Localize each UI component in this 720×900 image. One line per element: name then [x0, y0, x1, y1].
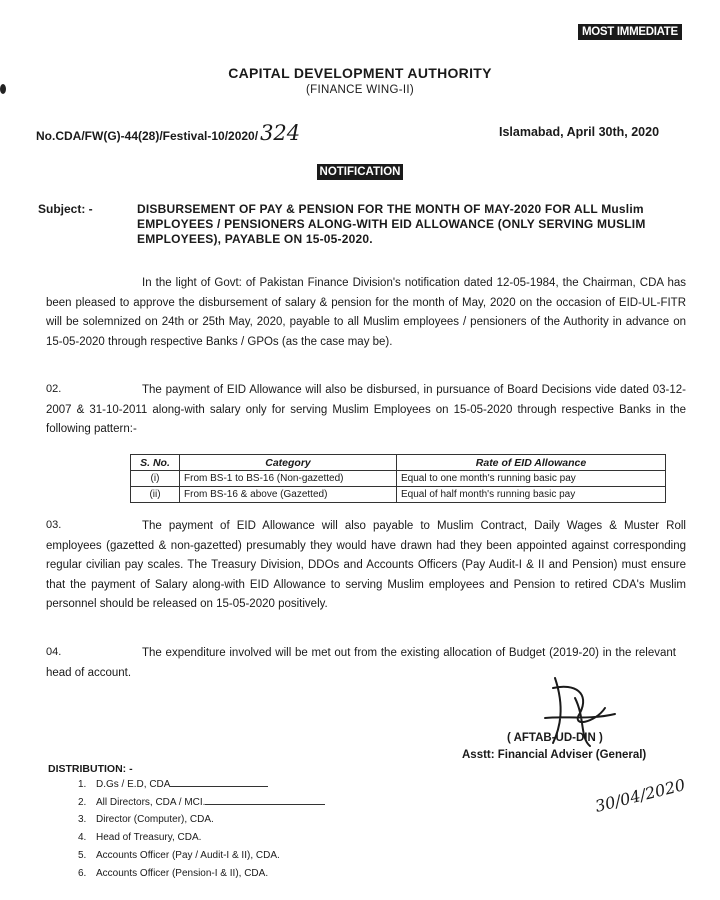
table-header-row [131, 455, 666, 471]
list-item: 3. Director (Computer), CDA. [78, 814, 214, 826]
reference-number [36, 121, 300, 145]
officer-name: ( AFTAB-UD-DIN ) [507, 732, 603, 744]
paragraph-3: The payment of EID Allowance will also payable to Muslim Contract, Daily Wages & Muster Roll employees (gazetted & non-gazetted) presumably they would have drawn had they been appointed against corresponding regular civilian pay scales. The Treasury Division, DDOs and Accounts Officers (Pay Audit-I & II and Pension) must ensure that the payment of Salary along-with EID Allowance to serving Muslim employees and Pension to retired CDA's Muslim personnel should be released on 15-05-2020 positively. [46, 520, 686, 610]
list-item: 2. All Directors, CDA / MCI. [78, 794, 325, 812]
distribution-list [78, 776, 325, 882]
paragraph-3-number: 03. [46, 519, 62, 531]
table-cell-category: From BS-1 to BS-16 (Non-gazetted) [180, 471, 397, 487]
list-item: 1. D.Gs / E.D, CDA [78, 776, 325, 794]
table-header-sno: S. No. [131, 455, 180, 471]
subject-label: Subject: - [38, 202, 93, 216]
list-item: 5. Accounts Officer (Pay / Audit-I & II), CDA. [78, 849, 280, 861]
reference-handwritten-number: 324 [260, 121, 301, 145]
table-row [131, 471, 666, 487]
list-item: 4. Head of Treasury, CDA. [78, 832, 202, 844]
wing-subtitle: (FINANCE WING-II) [306, 84, 414, 96]
handwritten-date: 30/04/2020 [593, 775, 688, 816]
eid-allowance-table [130, 454, 666, 503]
table-cell-rate: Equal of half month's running basic pay [397, 487, 666, 503]
table-row [131, 487, 666, 503]
notification-heading-wrap [0, 162, 720, 180]
table-header-rate: Rate of EID Allowance [397, 455, 666, 471]
officer-designation: Asstt: Financial Adviser (General) [462, 749, 647, 761]
paragraph-4-number: 04. [46, 646, 62, 658]
distribution-title: DISTRIBUTION: - [48, 763, 133, 775]
table-cell-rate: Equal to one month's running basic pay [397, 471, 666, 487]
paragraph-2: The payment of EID Allowance will also be disbursed, in pursuance of Board Decisions vide dated 03-12-2007 & 31-10-2011 along-with salary only for serving Muslim Employees on 15-05-2020 through respective Banks in the following pattern:- [46, 384, 686, 435]
notification-heading: NOTIFICATION [317, 164, 404, 180]
table-cell-category: From BS-16 & above (Gazetted) [180, 487, 397, 503]
organization-title: CAPITAL DEVELOPMENT AUTHORITY [228, 65, 492, 81]
priority-badge: MOST IMMEDIATE [578, 24, 682, 40]
paragraph-2-number: 02. [46, 383, 62, 395]
table-cell-sno: (ii) [131, 487, 180, 503]
place-date: Islamabad, April 30th, 2020 [499, 125, 660, 139]
paragraph-4: The expenditure involved will be met out from the existing allocation of Budget (2019-20) in the relevant head of account. [46, 647, 676, 679]
subject-text: DISBURSEMENT OF PAY & PENSION FOR THE MONTH OF MAY-2020 FOR ALL Muslim EMPLOYEES / PENSIONERS ALONG-WITH EID ALLOWANCE (ONLY SERVING MUSLIM EMPLOYEES), PAYABLE ON 15-05-2020. [137, 202, 646, 246]
list-item: 6. Accounts Officer (Pension-I & II), CDA. [78, 867, 269, 879]
table-cell-sno: (i) [131, 471, 180, 487]
reference-prefix: No.CDA/FW(G)-44(28)/Festival-10/2020/ [36, 129, 259, 143]
table-header-category: Category [180, 455, 397, 471]
paragraph-1: In the light of Govt: of Pakistan Finance Division's notification dated 12-05-1984, the Chairman, CDA has been pleased to approve the disbursement of salary & pension for the month of May, 2020 on the occasion of EID-UL-FITR will be solemnized on 24th or 25th May, 2020, payable to all Muslim employees / pensioners of the Authority in advance on 15-05-2020 through respective Banks / GPOs (as the case may be). [46, 277, 686, 348]
